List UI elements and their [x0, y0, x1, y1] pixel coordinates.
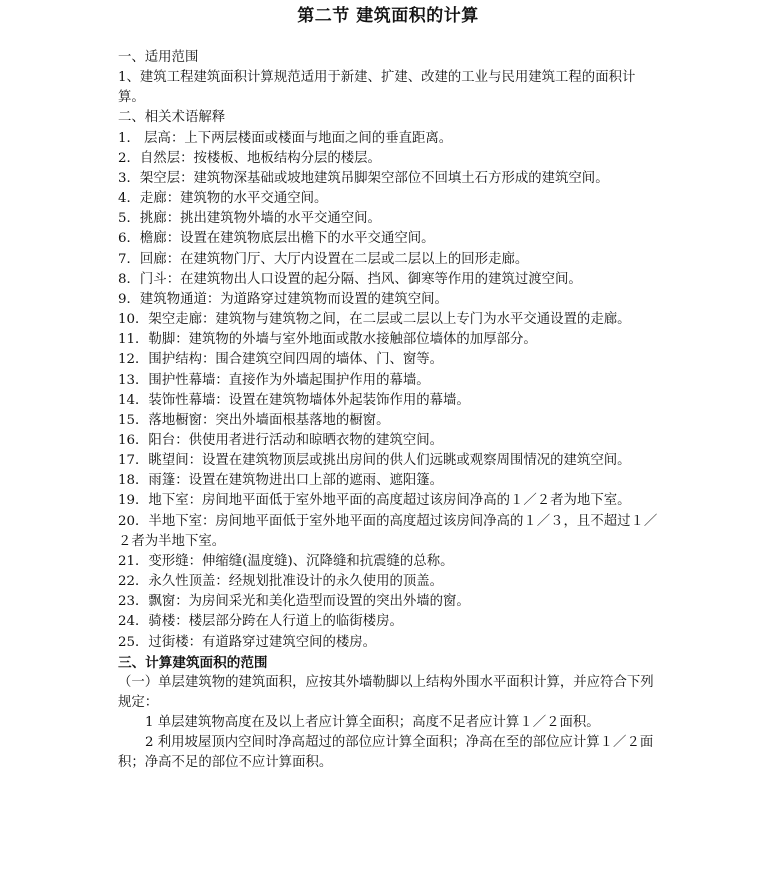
term-item: 4．走廊：建筑物的水平交通空间。	[118, 191, 328, 207]
term-item: 13．围护性幕墙：直接作为外墙起围护作用的幕墙。	[118, 372, 430, 388]
term-item: 18．雨篷：设置在建筑物进出口上部的遮雨、遮阳篷。	[118, 473, 444, 489]
term-item: 11．勒脚：建筑物的外墙与室外地面或散水接触部位墙体的加厚部分。	[118, 332, 537, 348]
scope-paragraph: 1、建筑工程建筑面积计算规范适用于新建、扩建、改建的工业与民用建筑工程的面积计算。	[118, 70, 636, 106]
term-item: 2．自然层：按楼板、地板结构分层的楼层。	[118, 150, 381, 166]
term-item: 3．架空层：建筑物深基础或坡地建筑吊脚架空部位不回填土石方形成的建筑空间。	[118, 170, 609, 186]
term-item: 15．落地橱窗：突出外墙面根基落地的橱窗。	[118, 412, 390, 428]
calculation-rule-1: 1 单层建筑物高度在及以上者应计算全面积；高度不足者应计算１／２面积。	[145, 715, 600, 731]
term-item: 21．变形缝：伸缩缝(温度缝)、沉降缝和抗震缝的总称。	[118, 553, 454, 569]
term-item: 24．骑楼：楼层部分跨在人行道上的临街楼房。	[118, 614, 403, 630]
term-item: 20．半地下室：房间地平面低于室外地平面的高度超过该房间净高的１／３，且不超过１／２者为半地下室。	[118, 513, 658, 549]
term-item: 14．装饰性幕墙：设置在建筑物墙体外起装饰作用的幕墙。	[118, 392, 470, 408]
page-title: 第二节 建筑面积的计算	[297, 6, 479, 26]
term-item: 10．架空走廊：建筑物与建筑物之间，在二层或二层以上专门为水平交通设置的走廊。	[118, 312, 631, 328]
section-heading-scope-of-calculation: 三、计算建筑面积的范围	[118, 654, 268, 671]
term-item: 25．过街楼：有道路穿过建筑空间的楼房。	[118, 634, 377, 650]
term-item: 1． 层高：上下两层楼面或楼面与地面之间的垂直距离。	[118, 130, 453, 146]
term-item: 8．门斗：在建筑物出人口设置的起分隔、挡风、御寒等作用的建筑过渡空间。	[118, 271, 582, 287]
terms-list	[118, 129, 658, 653]
calculation-paragraph: （一）单层建筑物的建筑面积，应按其外墙勒脚以上结构外围水平面积计算，并应符合下列规定：	[118, 674, 654, 710]
term-item: 5．挑廊：挑出建筑物外墙的水平交通空间。	[118, 211, 381, 227]
term-item: 22．永久性顶盖：经规划批准设计的永久使用的顶盖。	[118, 574, 444, 590]
term-item: 7．回廊：在建筑物门厅、大厅内设置在二层或二层以上的回形走廊。	[118, 251, 529, 267]
term-item: 23．飘窗：为房间采光和美化造型而设置的突出外墙的窗。	[118, 594, 470, 610]
section-heading-scope: 一、适用范围	[118, 50, 199, 65]
section-heading-terms: 二、相关术语解释	[118, 110, 226, 126]
calculation-rule-2: 2 利用坡屋顶内空间时净高超过的部位应计算全面积；净高在至的部位应计算１／２面积；净高不足的部位不应计算面积。	[118, 735, 654, 771]
term-item: 19．地下室：房间地平面低于室外地平面的高度超过该房间净高的１／２者为地下室。	[118, 493, 631, 509]
term-item: 9．建筑物通道：为道路穿过建筑物而设置的建筑空间。	[118, 291, 448, 307]
document-page	[118, 4, 658, 774]
term-item: 16．阳台：供使用者进行活动和晾晒衣物的建筑空间。	[118, 432, 444, 448]
term-item: 17．眺望间：设置在建筑物顶层或挑出房间的供人们远眺或观察周围情况的建筑空间。	[118, 453, 631, 469]
term-item: 6．檐廊：设置在建筑物底层出檐下的水平交通空间。	[118, 231, 435, 247]
term-item: 12．围护结构：围合建筑空间四周的墙体、门、窗等。	[118, 352, 444, 368]
